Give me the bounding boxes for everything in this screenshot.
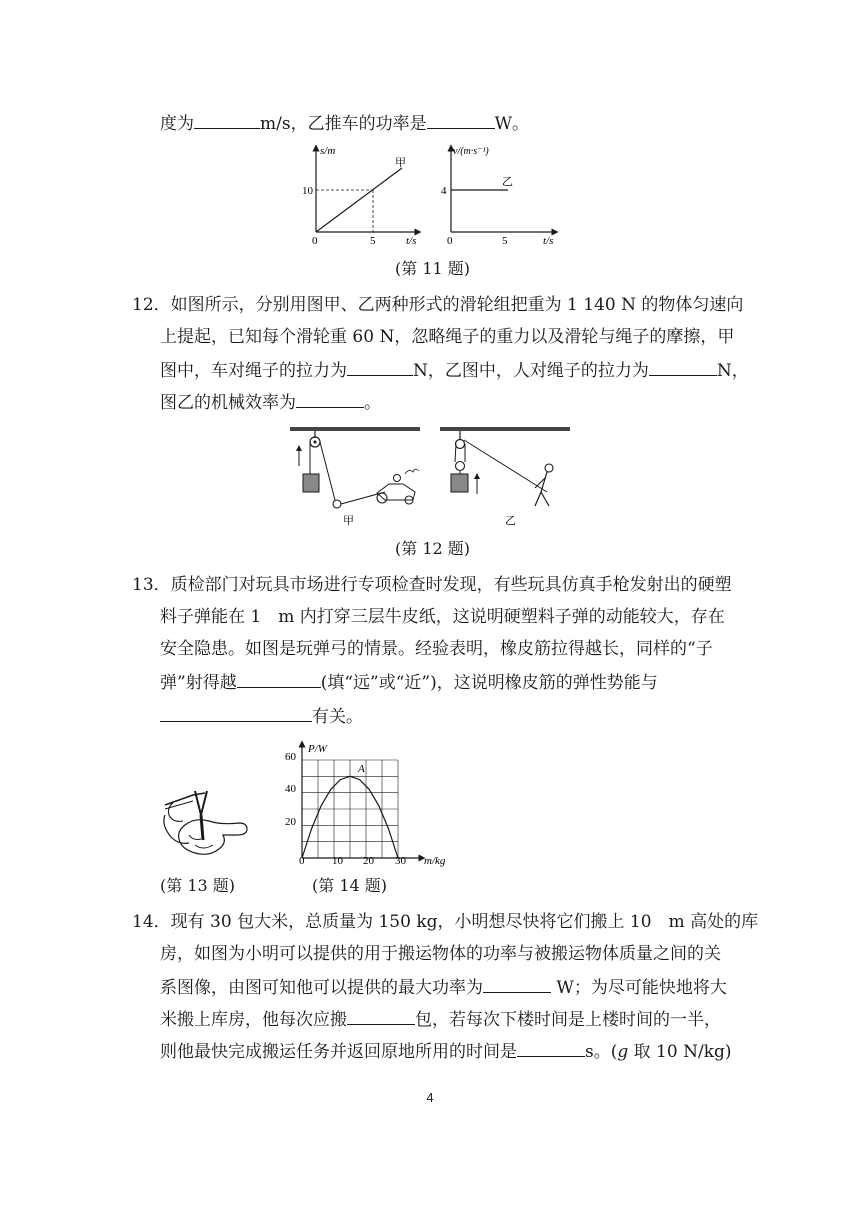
q12-pulley-figure <box>285 422 575 530</box>
x-axis-label: m/kg <box>424 855 446 867</box>
x-tick-20: 20 <box>363 855 374 867</box>
ceiling-jia <box>290 427 420 431</box>
figure-caption-12: (第 12 题) <box>395 539 471 558</box>
q13-line-2: 料子弹能在 1 m 内打穿三层牛皮纸，这说明硬塑料子弹的动能较大，存在 <box>160 607 725 627</box>
x-axis-label: t/s <box>543 235 554 247</box>
pulley-icon <box>456 462 465 471</box>
answer-blank[interactable] <box>194 110 260 129</box>
answer-blank[interactable] <box>517 1038 585 1057</box>
weight-box-jia <box>303 474 319 492</box>
q13-line-5: 有关。 <box>160 703 363 729</box>
answer-blank[interactable] <box>160 703 312 722</box>
figure-caption-13: (第 13 题) <box>160 876 236 895</box>
answer-blank[interactable] <box>347 357 413 376</box>
q12-line-3: 图中，车对绳子的拉力为 N，乙图中，人对绳子的拉力为 N， <box>160 357 749 383</box>
label-jia: 甲 <box>343 515 354 527</box>
point-a-label: A <box>358 763 365 775</box>
q12-line-4: 图乙的机械效率为 。 <box>160 389 381 415</box>
figure-caption-11: (第 11 题) <box>395 259 471 278</box>
y-tick-40: 40 <box>285 783 296 795</box>
answer-blank[interactable] <box>427 110 495 129</box>
slingshot-hand-icon <box>155 785 260 865</box>
weight-box-yi <box>451 474 468 492</box>
y-axis-label: P/W <box>308 743 327 755</box>
answer-blank[interactable] <box>649 357 717 376</box>
x-tick-10: 10 <box>332 855 343 867</box>
person-icon <box>535 464 553 506</box>
answer-blank[interactable] <box>483 974 551 993</box>
series-label-jia: 甲 <box>395 157 406 169</box>
q12-line-2: 上提起，已知每个滑轮重 60 N，忽略绳子的重力以及滑轮与绳子的摩擦，甲 <box>160 327 735 347</box>
x-tick-5: 5 <box>370 235 376 247</box>
figure-caption-14: (第 14 题) <box>312 876 388 895</box>
x-tick-0: 0 <box>299 855 305 867</box>
q11-line-1: 度为 m/s，乙推车的功率是 W。 <box>160 110 529 136</box>
q14-line-4: 米搬上库房，他每次应搬 包，若每次下楼时间是上楼时间的一半， <box>160 1006 721 1032</box>
y-tick-20: 20 <box>285 816 296 828</box>
x-axis-label: t/s <box>406 235 417 247</box>
q13-line-1: 13．质检部门对玩具市场进行专项检查时发现，有些玩具仿真手枪发射出的硬塑 <box>132 575 732 595</box>
q12-line-1: 12．如图所示，分别用图甲、乙两种形式的滑轮组把重为 1 140 N 的物体匀速向 <box>132 295 744 315</box>
q13-line-4: 弹”射得越 (填“远”或“近”)，这说明橡皮筋的弹性势能与 <box>160 669 658 695</box>
x-tick-0: 0 <box>312 235 318 247</box>
pulley-icon <box>456 440 465 449</box>
q14-line-2: 房，如图为小明可以提供的用于搬运物体的功率与被搬运物体质量之间的关 <box>160 944 721 964</box>
y-axis-label: s/m <box>320 145 336 157</box>
y-tick-4: 4 <box>441 185 447 197</box>
pulley-icon <box>333 500 341 508</box>
y-axis-label: v/(m·s⁻¹) <box>453 146 489 157</box>
ceiling-yi <box>440 427 570 431</box>
q11-chart-yi <box>435 140 565 250</box>
y-tick-10: 10 <box>302 185 313 197</box>
grid <box>302 760 398 858</box>
series-line-jia <box>316 168 402 232</box>
answer-blank[interactable] <box>237 669 321 688</box>
y-tick-60: 60 <box>285 751 296 763</box>
series-label-yi: 乙 <box>502 176 513 188</box>
q11-chart-jia <box>300 140 425 250</box>
q13-line-3: 安全隐患。如图是玩弹弓的情景。经验表明，橡皮筋拉得越长，同样的“子 <box>160 639 713 659</box>
x-tick-30: 30 <box>395 855 406 867</box>
q14-power-mass-chart <box>282 740 452 868</box>
q14-line-1: 14．现有 30 包大米，总质量为 150 kg，小明想尽快将它们搬上 10 m 高处的库 <box>132 912 759 932</box>
label-yi: 乙 <box>505 515 516 527</box>
q14-line-5: 则他最快完成搬运任务并返回原地所用的时间是 s。(g 取 10 N/kg) <box>160 1038 732 1064</box>
toy-car-icon <box>377 469 419 504</box>
x-tick-0: 0 <box>447 235 453 247</box>
q14-line-3: 系图像，由图可知他可以提供的最大功率为 W；为尽可能快地将大 <box>160 974 727 1000</box>
page-number: 4 <box>426 1090 434 1105</box>
x-tick-5: 5 <box>502 235 508 247</box>
answer-blank[interactable] <box>296 389 364 408</box>
answer-blank[interactable] <box>347 1006 415 1025</box>
